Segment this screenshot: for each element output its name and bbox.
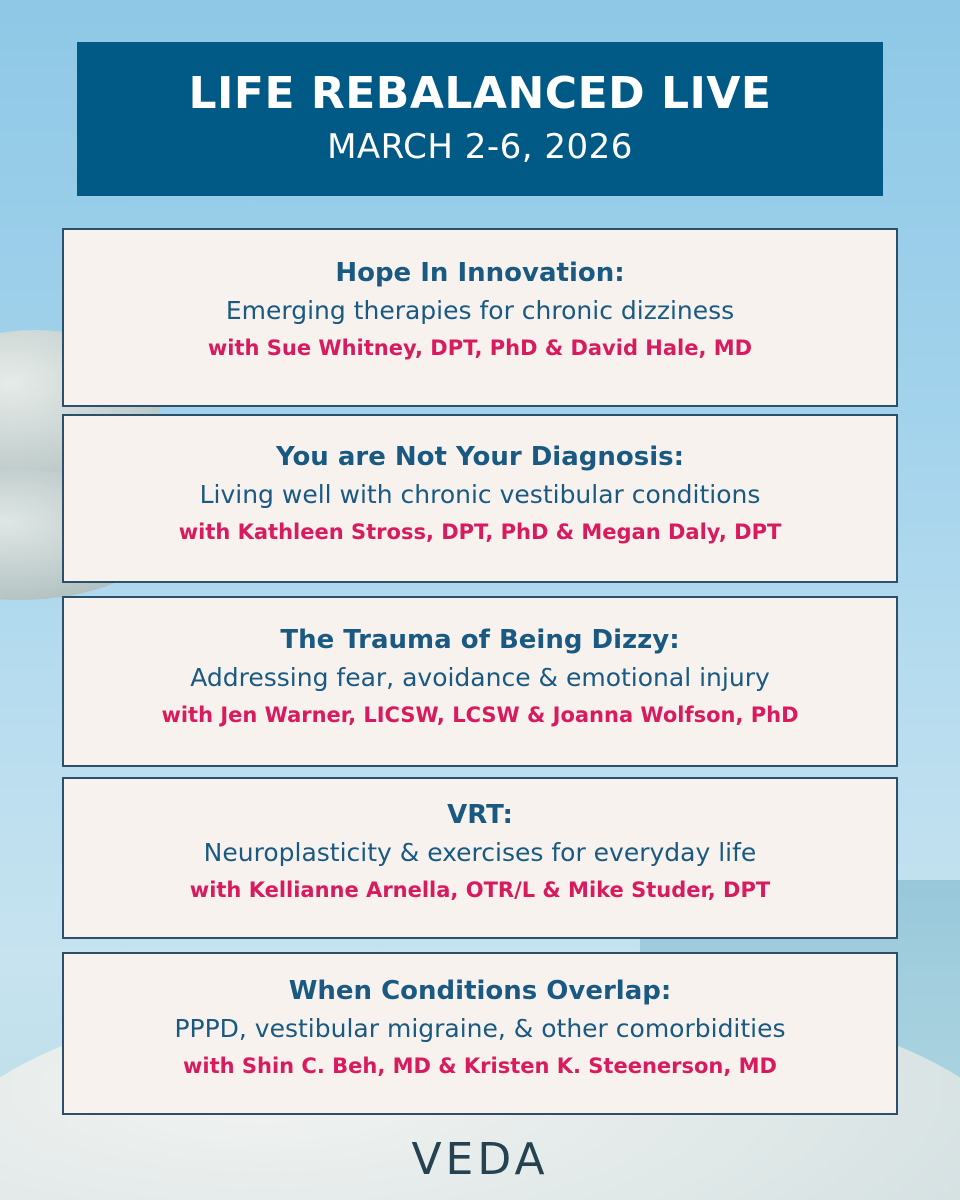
- logo-text: VEDA: [411, 1134, 549, 1185]
- session-subtitle: Neuroplasticity & exercises for everyday life: [203, 838, 757, 867]
- event-header: [77, 42, 883, 196]
- event-title: LIFE REBALANCED LIVE: [188, 68, 772, 119]
- event-dates: MARCH 2-6, 2026: [327, 127, 633, 167]
- session-presenters: with Kathleen Stross, DPT, PhD & Megan Daly, DPT: [178, 520, 782, 544]
- session-title: The Trauma of Being Dizzy:: [280, 625, 680, 655]
- session-title: When Conditions Overlap:: [288, 976, 672, 1006]
- session-subtitle: Living well with chronic vestibular conditions: [199, 480, 761, 509]
- session-presenters: with Jen Warner, LICSW, LCSW & Joanna Wolfson, PhD: [161, 703, 799, 727]
- session-card: [62, 952, 898, 1115]
- session-presenters: with Kellianne Arnella, OTR/L & Mike Studer, DPT: [189, 878, 771, 902]
- session-subtitle: PPPD, vestibular migraine, & other comorbidities: [174, 1014, 786, 1043]
- session-title: VRT:: [447, 800, 513, 830]
- session-title: You are Not Your Diagnosis:: [276, 442, 684, 472]
- session-presenters: with Shin C. Beh, MD & Kristen K. Steenerson, MD: [182, 1054, 777, 1078]
- veda-logo: [0, 1134, 960, 1185]
- session-card: [62, 777, 898, 939]
- session-card: [62, 414, 898, 583]
- session-subtitle: Addressing fear, avoidance & emotional injury: [190, 663, 770, 692]
- session-subtitle: Emerging therapies for chronic dizziness: [225, 296, 735, 325]
- session-presenters: with Sue Whitney, DPT, PhD & David Hale, MD: [207, 336, 753, 360]
- session-card: [62, 596, 898, 767]
- session-card: [62, 228, 898, 407]
- session-title: Hope In Innovation:: [335, 258, 625, 288]
